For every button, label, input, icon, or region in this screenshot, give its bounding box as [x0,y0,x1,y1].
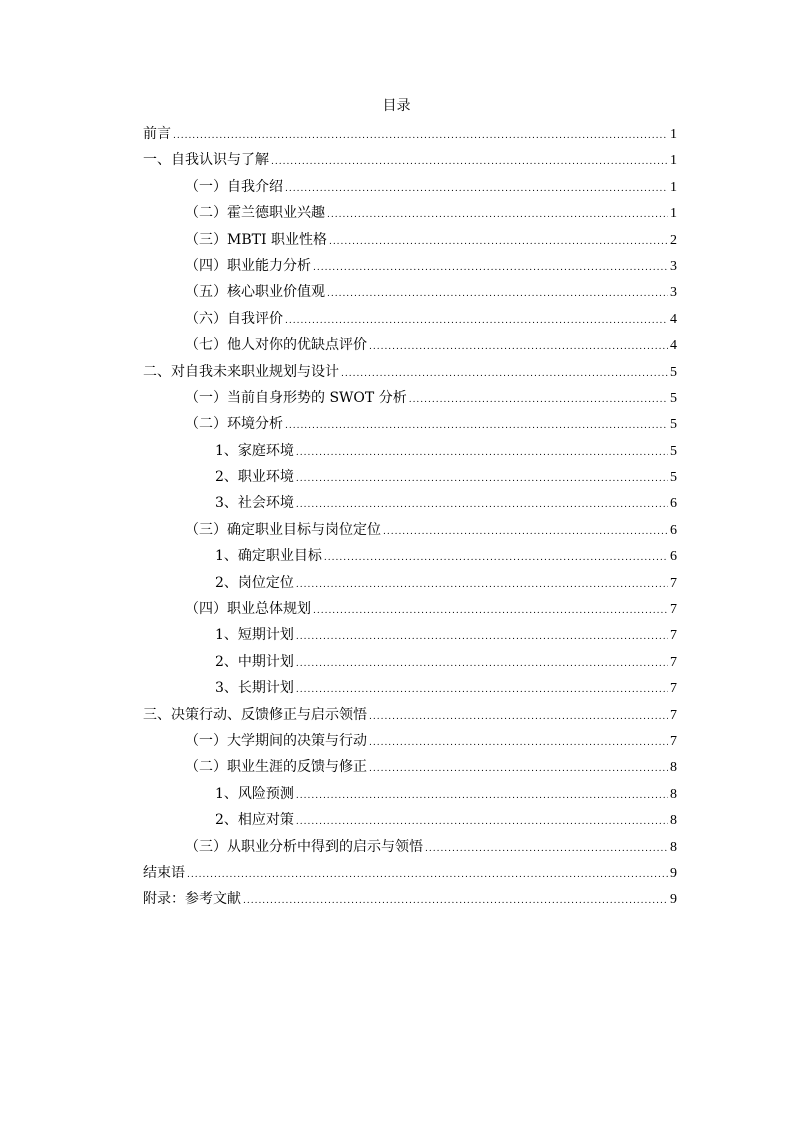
toc-dot-leader [425,836,668,862]
toc-entry-label: 2、岗位定位 [215,574,294,591]
toc-entry-label: （二）霍兰德职业兴趣 [185,205,325,222]
toc-entry-page-number: 7 [670,733,677,749]
toc-dot-leader [313,255,668,281]
toc-entry[interactable] [143,754,677,780]
toc-entry-label: 3、社会环境 [215,495,294,512]
toc-entry-page-number: 8 [670,786,677,802]
toc-entry-label: 结束语 [143,864,185,881]
toc-entry[interactable] [143,596,677,622]
toc-dot-leader [187,862,668,888]
toc-entry[interactable] [143,385,677,411]
toc-entry-label: （三）MBTI 职业性格 [185,231,327,248]
toc-entry-page-number: 3 [670,285,677,301]
toc-entry-label: （四）职业能力分析 [185,257,311,274]
toc-entry-label: 1、风险预测 [215,785,294,802]
toc-entry-label: 二、对自我未来职业规划与设计 [143,363,339,380]
toc-entry[interactable] [143,490,677,516]
toc-dot-leader [285,413,668,439]
toc-dot-leader [296,677,668,703]
toc-entry-page-number: 9 [670,892,677,908]
toc-entry[interactable] [143,675,677,701]
toc-dot-leader [327,202,668,228]
toc-dot-leader [369,334,668,360]
toc-entry[interactable] [143,253,677,279]
toc-entry-page-number: 1 [670,179,677,195]
toc-entry-page-number: 7 [670,575,677,591]
toc-dot-leader [409,387,668,413]
toc-entry-label: 2、相应对策 [215,812,294,829]
toc-entry-label: 1、短期计划 [215,627,294,644]
toc-entry-page-number: 5 [670,364,677,380]
toc-dot-leader [341,361,668,387]
table-of-contents [143,121,677,913]
toc-dot-leader [324,545,668,571]
toc-entry-label: （一）当前自身形势的 SWOT 分析 [185,389,407,406]
toc-dot-leader [296,651,668,677]
toc-entry-label: 前言 [143,126,171,142]
toc-dot-leader [296,783,668,809]
toc-entry[interactable] [143,622,677,648]
toc-entry-label: （一）自我介绍 [185,178,283,195]
toc-entry[interactable] [143,702,677,728]
toc-entry[interactable] [143,279,677,305]
toc-dot-leader [271,149,668,175]
toc-entry-label: 1、家庭环境 [215,442,294,459]
toc-entry[interactable] [143,200,677,226]
toc-entry-label: 三、决策行动、反馈修正与启示领悟 [143,706,367,723]
toc-entry-label: 2、职业环境 [215,469,294,486]
toc-entry-label: 2、中期计划 [215,653,294,670]
toc-entry-page-number: 5 [670,443,677,459]
toc-dot-leader [329,229,668,255]
toc-entry[interactable] [143,728,677,754]
toc-dot-leader [383,519,668,545]
toc-dot-leader [369,704,668,730]
toc-dot-leader [327,281,668,307]
toc-entry-page-number: 1 [670,206,677,222]
toc-dot-leader [369,730,668,756]
toc-dot-leader [296,466,668,492]
toc-entry-page-number: 5 [670,417,677,433]
toc-entry-page-number: 5 [670,470,677,486]
toc-title: 目录 [382,98,411,114]
toc-dot-leader [313,598,668,624]
toc-dot-leader [296,624,668,650]
toc-entry-label: 附录：参考文献 [143,891,241,908]
toc-entry-label: （三）从职业分析中得到的启示与领悟 [185,838,423,855]
toc-entry-page-number: 7 [670,654,677,670]
toc-entry[interactable] [143,649,677,675]
toc-entry-page-number: 6 [670,522,677,538]
toc-entry-page-number: 8 [670,839,677,855]
toc-dot-leader [243,888,668,914]
toc-entry[interactable] [143,860,677,886]
toc-entry-page-number: 4 [670,311,677,327]
toc-entry[interactable] [143,543,677,569]
toc-entry[interactable] [143,227,677,253]
toc-dot-leader [296,809,668,835]
toc-entry-page-number: 1 [670,153,677,169]
toc-entry[interactable] [143,517,677,543]
toc-entry-label: （二）职业生涯的反馈与修正 [185,759,367,776]
toc-entry-page-number: 4 [670,338,677,354]
toc-entry-label: 一、自我认识与了解 [143,152,269,169]
toc-entry-page-number: 1 [670,127,677,142]
toc-entry-label: （六）自我评价 [185,310,283,327]
toc-entry-page-number: 7 [670,707,677,723]
toc-entry[interactable] [143,781,677,807]
toc-entry-label: （五）核心职业价值观 [185,284,325,301]
toc-entry[interactable] [143,438,677,464]
toc-dot-leader [296,572,668,598]
toc-entry-label: （三）确定职业目标与岗位定位 [185,521,381,538]
toc-dot-leader [173,123,668,149]
toc-entry-page-number: 8 [670,813,677,829]
toc-entry[interactable] [143,332,677,358]
toc-entry[interactable] [143,359,677,385]
toc-entry[interactable] [143,464,677,490]
toc-entry[interactable] [143,834,677,860]
toc-entry-page-number: 5 [670,390,677,406]
toc-entry[interactable] [143,147,677,173]
toc-entry-page-number: 6 [670,496,677,512]
toc-entry-page-number: 9 [670,865,677,881]
toc-entry[interactable] [143,411,677,437]
toc-dot-leader [285,308,668,334]
toc-entry-page-number: 6 [670,549,677,565]
toc-entry[interactable] [143,174,677,200]
toc-entry[interactable] [143,807,677,833]
toc-entry[interactable] [143,306,677,332]
toc-entry-label: （一）大学期间的决策与行动 [185,732,367,749]
toc-entry-label: （七）他人对你的优缺点评价 [185,337,367,354]
toc-entry-page-number: 3 [670,258,677,274]
toc-entry-label: 3、长期计划 [215,680,294,697]
toc-entry-label: （四）职业总体规划 [185,601,311,618]
toc-entry-page-number: 7 [670,681,677,697]
toc-dot-leader [369,756,668,782]
toc-dot-leader [296,440,668,466]
toc-entry[interactable] [143,570,677,596]
toc-entry[interactable] [143,886,677,912]
toc-entry-label: 1、确定职业目标 [215,548,322,565]
toc-dot-leader [285,176,668,202]
toc-entry-page-number: 8 [670,760,677,776]
toc-entry-page-number: 7 [670,602,677,618]
toc-entry[interactable] [143,121,677,147]
toc-dot-leader [296,492,668,518]
toc-entry-page-number: 7 [670,628,677,644]
toc-entry-label: （二）环境分析 [185,416,283,433]
toc-entry-page-number: 2 [670,232,677,248]
